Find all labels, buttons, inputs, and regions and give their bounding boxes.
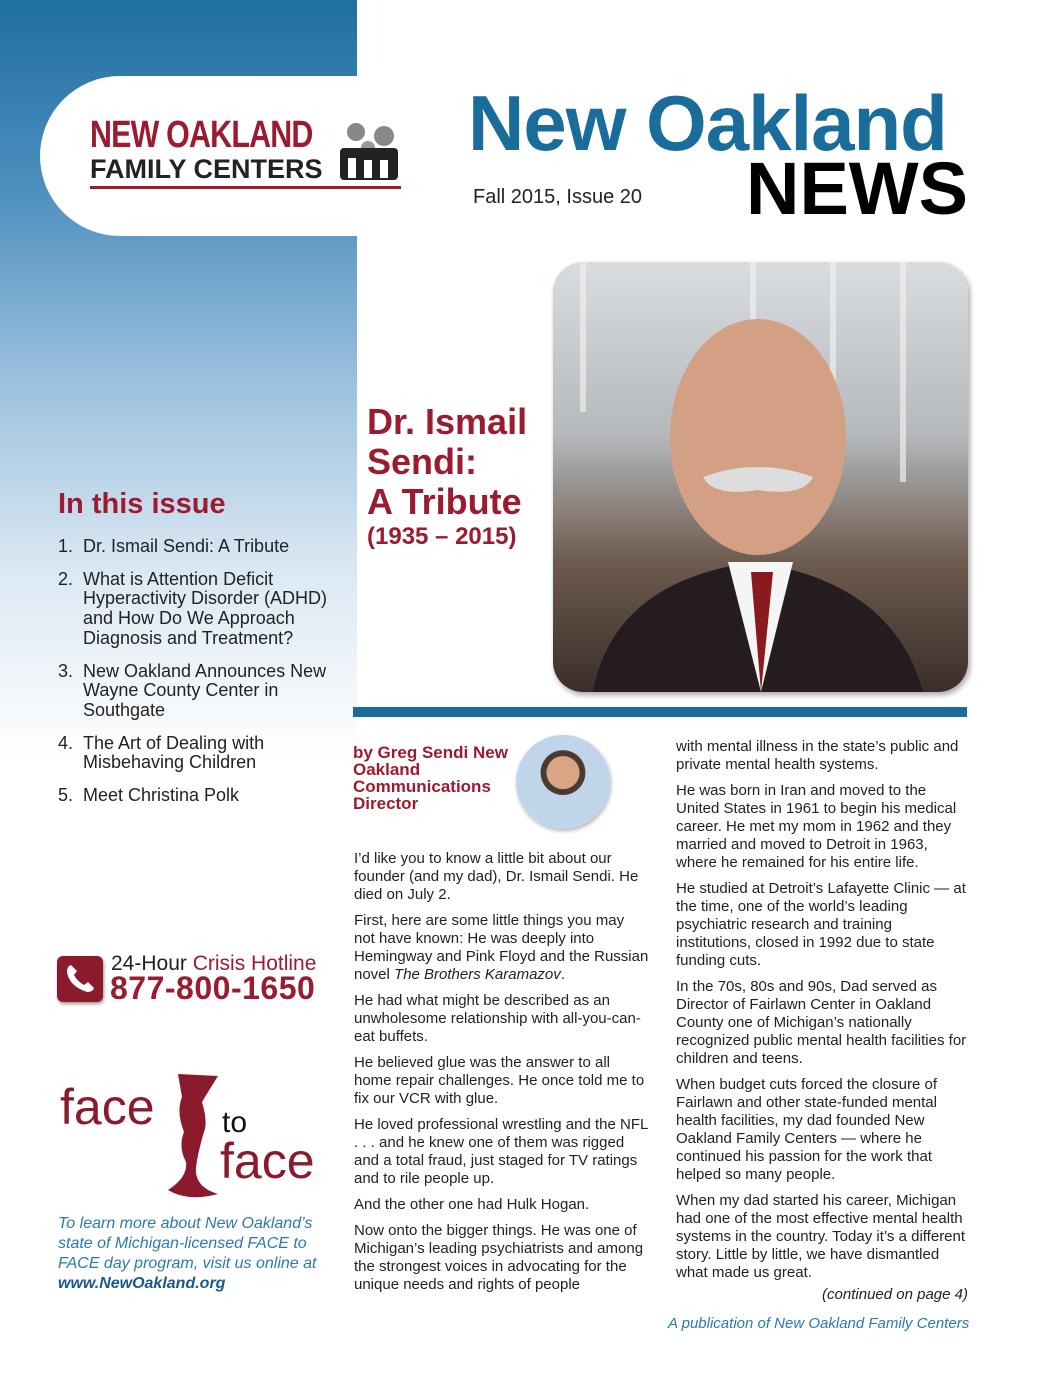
masthead-title: New Oakland bbox=[468, 79, 947, 167]
publication-footer: A publication of New Oakland Family Centers bbox=[668, 1315, 970, 1332]
toc-item[interactable] bbox=[58, 734, 348, 773]
article-column-2 bbox=[676, 738, 968, 1304]
hotline-label: Crisis Hotline bbox=[192, 952, 317, 975]
toc-item[interactable] bbox=[58, 537, 348, 557]
to-word: to bbox=[222, 1106, 248, 1139]
logo-line2: FAMILY CENTERS bbox=[90, 154, 323, 184]
toc-number: 1. bbox=[58, 536, 74, 556]
toc-number: 3. bbox=[58, 660, 74, 681]
paragraph-text: First, here are some little things you may not have known: He was deeply into Hemingway and Pink Floyd and the Russian novel bbox=[354, 912, 649, 983]
website-link[interactable]: www.NewOakland.org bbox=[58, 1275, 226, 1292]
face-word: face bbox=[220, 1133, 315, 1189]
organization-logo bbox=[90, 116, 402, 189]
toc-item[interactable] bbox=[58, 662, 348, 721]
article-headline bbox=[367, 402, 527, 552]
toc-number: 2. bbox=[58, 568, 74, 589]
masthead-subtitle: NEWS bbox=[746, 147, 968, 230]
paragraph: He studied at Detroit’s Lafayette Clinic — at the time, one of the world’s leading psychiatric research and training institutions, closed in 1992 due to state funding cuts. bbox=[676, 880, 966, 969]
toc-label: Dr. Ismail Sendi: A Tribute bbox=[83, 536, 290, 556]
toc-number: 5. bbox=[58, 785, 74, 806]
paragraph: He believed glue was the answer to all home repair challenges. He once told me to fix our VCR with glue. bbox=[354, 1054, 645, 1107]
issue-label: Fall 2015, Issue 20 bbox=[473, 186, 642, 208]
face-word: face bbox=[60, 1079, 155, 1135]
toc-label: New Oakland Announces New Wayne County Center in Southgate bbox=[83, 660, 327, 720]
face-silhouette-icon bbox=[168, 1072, 228, 1202]
toc-label: Meet Christina Polk bbox=[83, 785, 240, 806]
byline: by Greg Sendi New Oakland Communications Director bbox=[353, 743, 508, 813]
headline-line: Sendi: bbox=[367, 441, 478, 482]
book-title: The Brothers Karamazov bbox=[394, 966, 561, 983]
family-icon bbox=[338, 120, 400, 182]
toc-label: The Art of Dealing with Misbehaving Children bbox=[83, 732, 265, 773]
paragraph: And the other one had Hulk Hogan. bbox=[354, 1196, 590, 1213]
paragraph: When budget cuts forced the closure of Fairlawn and other state-funded mental health facilities, my dad founded New Oakland Family Centers — where he continued his passion for the work that helped so many people. bbox=[676, 1076, 937, 1183]
hotline-prefix: 24-Hour bbox=[111, 952, 187, 975]
paragraph: He was born in Iran and moved to the United States in 1961 to begin his medical career. He met my mom in 1962 and they married and moved to Detroit in 1963, where he remained for his entire life. bbox=[676, 782, 957, 871]
author-photo bbox=[516, 735, 610, 829]
toc-label: What is Attention Deficit Hyperactivity Disorder (ADHD) and How Do We Approach Diagnosis and Treatment? bbox=[83, 568, 328, 648]
paragraph: First, here are some little things you may not have known: He was deeply into Hemingway and Pink Floyd and the Russian novel The Brothers Karamazov. bbox=[354, 912, 649, 983]
paragraph: He loved professional wrestling and the NFL . . . and he knew one of them was rigged and a total fraud, just staged for TV ratings and to rile people up. bbox=[354, 1116, 648, 1187]
promo-text: To learn more about New Oakland’s state of Michigan-licensed FACE to FACE day program, visit us online at bbox=[58, 1215, 317, 1272]
face-to-face-logo bbox=[60, 1072, 340, 1202]
section-divider bbox=[353, 707, 967, 717]
paragraph: When my dad started his career, Michigan had one of the most effective mental health systems in the country. Today it’s a different story. Little by little, we have dismantled what made us great. bbox=[676, 1192, 966, 1281]
paragraph: I’d like you to know a little bit about our founder (and my dad), Dr. Ismail Sendi. He died on July 2. bbox=[354, 850, 639, 903]
headline-line: A Tribute bbox=[367, 481, 522, 522]
paragraph: He had what might be described as an unwholesome relationship with all-you-can-eat buffets. bbox=[354, 992, 641, 1045]
article-column-1 bbox=[354, 850, 649, 1302]
toc-item[interactable] bbox=[58, 786, 348, 806]
phone-icon bbox=[57, 956, 103, 1002]
headline-line: Dr. Ismail bbox=[367, 401, 528, 442]
toc-title: In this issue bbox=[58, 488, 226, 520]
continued-note: (continued on page 4) bbox=[822, 1286, 968, 1303]
headline-years: (1935 – 2015) bbox=[367, 523, 517, 550]
toc-number: 4. bbox=[58, 732, 74, 753]
portrait-photo bbox=[553, 262, 968, 692]
paragraph: with mental illness in the state’s public and private mental health systems. bbox=[676, 738, 959, 773]
paragraph: In the 70s, 80s and 90s, Dad served as Director of Fairlawn Center in Oakland County one of Michigan’s nationally recognized public mental health facilities for children and teens. bbox=[676, 978, 967, 1067]
toc-item[interactable] bbox=[58, 570, 348, 649]
hotline-number[interactable]: 877-800-1650 bbox=[110, 970, 316, 1006]
logo-line1: NEW OAKLAND bbox=[90, 114, 313, 156]
paragraph: Now onto the bigger things. He was one of Michigan’s leading psychiatrists and among the strongest voices in advocating for the unique needs and rights of people bbox=[354, 1222, 644, 1293]
program-promo bbox=[58, 1214, 343, 1294]
toc-list bbox=[58, 537, 348, 819]
logo-rule bbox=[90, 186, 401, 189]
